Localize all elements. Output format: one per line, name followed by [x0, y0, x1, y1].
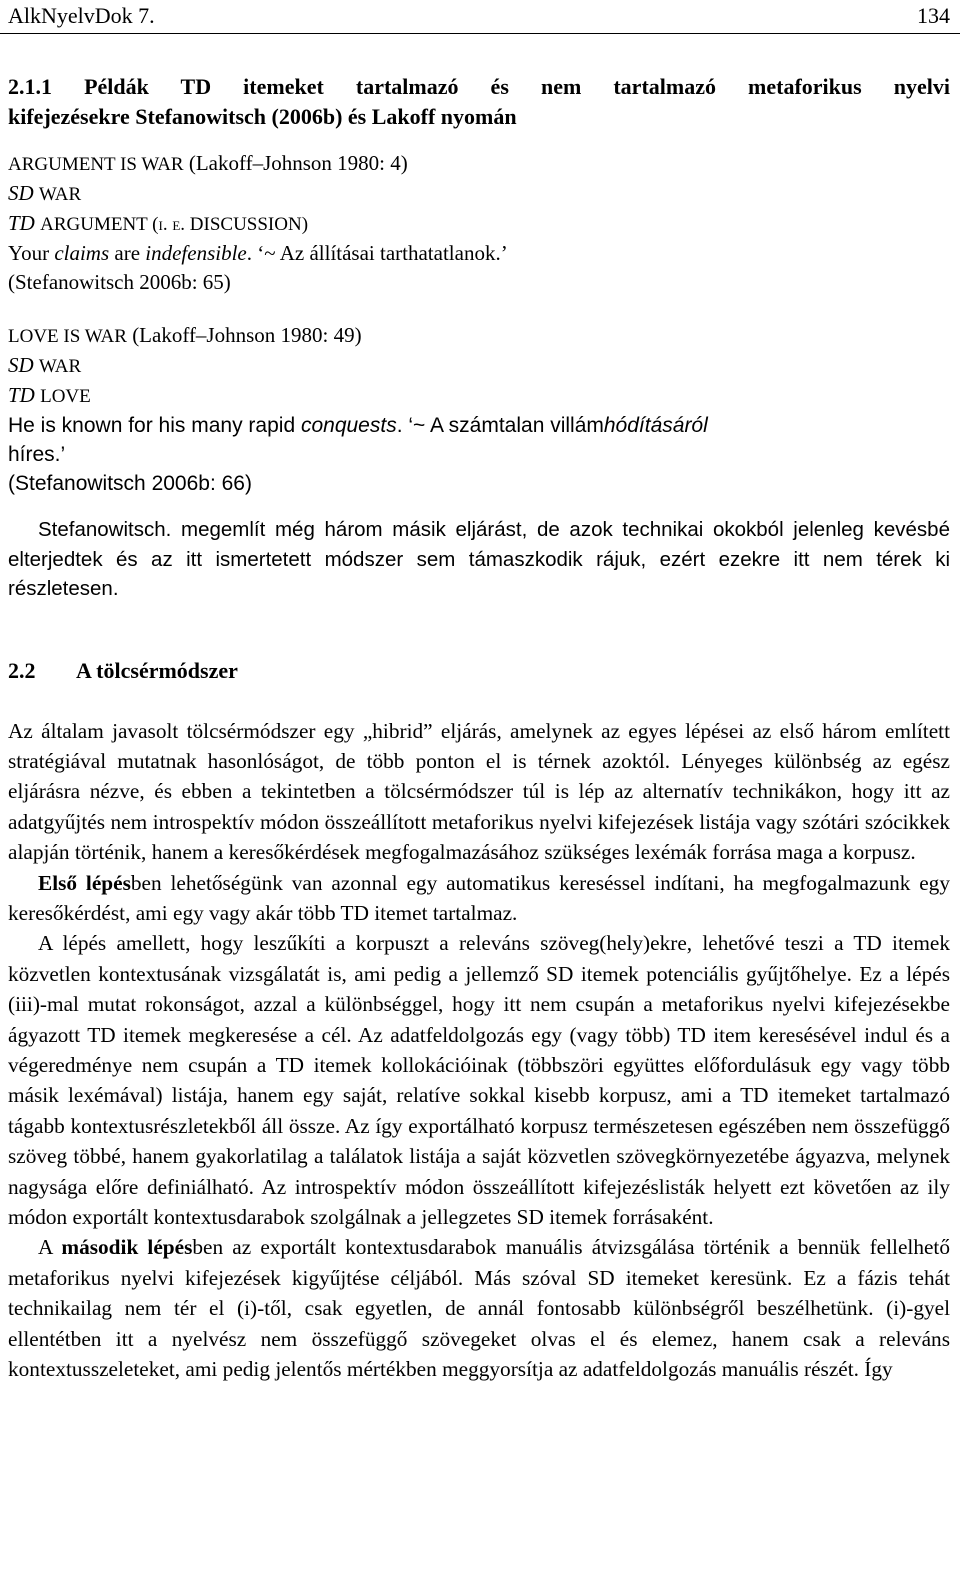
paragraph-3: A lépés amellett, hogy leszűkíti a korpuszt a releváns szöveg(hely)ekre, lehetővé teszi a TD itemek közvetlen kontextusának vizsgálatát is, ami pedig a jellemző SD itemek potenciális gyűjtőhelye. Ez a lépés (iii)-mal mutat rokonságot, azzal a különbséggel, hogy itt nem csupán a metaforikus nyelvi kifejezésekbe ágyazott TD itemek megkeresése a cél. Az adatfeldolgozás egy (vagy több) TD item keresésével indul és a végeredménye nem csupán a TD itemek kollokációinak (többszöri együttes előfordulásuk egy vagy több másik lexémával) listája, hanem egy saját, relatíve sokkal kisebb korpusz, ami a TD itemeket tartalmazó tágabb kontextusrészletekből áll össze. Az így exportálható korpusz természetesen egészében nem összefüggő szöveg többé, hanem gyakorlatilag a találatok listája a saját közvetlen szövegkörnyezetébe ágyazva, melynek nagysága előre definiálható. Az introspektív módon összeállított kifejezéslisták helyett ezt követően az ily módon exportált kontextusdarabok szolgálnak a jellegzetes SD itemek forrásaként.	[8, 931, 950, 1229]
sentence-text: He is known for his many rapid	[8, 414, 301, 437]
sentence-text: . ‘~ A számtalan villám	[396, 414, 604, 437]
sd-line	[8, 351, 950, 381]
td-value: LOVE	[40, 386, 91, 407]
sentence-text: . ‘~ Az állításai tarthatatlanok.’	[246, 241, 508, 265]
sd-label: SD	[8, 353, 34, 377]
paragraph-text: A	[38, 1235, 62, 1260]
bold-term: Első lépés	[38, 870, 131, 895]
paragraph-text: ben az exportált kontextusdarabok manuális átvizsgálása történik a bennük fellelhető metaforikus nyelvi kifejezések kigyűjtése céljából. Más szóval SD itemeket keresünk. Ez a fázis tehát technikailag nem tér el (i)-től, csak egyetlen, de annál fontosabb különbségről beszélhetünk. (i)-gyel ellentétben itt a nyelvész nem összefüggő szövegeket olvas el és elemez, hanem csak a releváns kontextusszeleteket, ami pedig jelentős mértékben meggyorsítja az adatfeldolgozás manuális részét. Így	[8, 1235, 950, 1382]
bold-term: második lépés	[61, 1235, 193, 1260]
example-sentence	[8, 239, 950, 268]
subsection-title-line2: kifejezésekre Stefanowitsch (2006b) és Lakoff nyomán	[8, 104, 517, 129]
td-value: ARGUMENT (i. e. DISCUSSION)	[40, 214, 309, 235]
sentence-emphasis: indefensible	[145, 241, 247, 265]
running-header	[8, 2, 950, 32]
conceptual-metaphor: ARGUMENT IS WAR	[8, 154, 184, 175]
td-label: TD	[8, 211, 35, 235]
td-label: TD	[8, 383, 35, 407]
section-heading-2-2	[8, 656, 950, 686]
metaphor-line	[8, 321, 950, 351]
example-source: (Stefanowitsch 2006b: 66)	[8, 472, 252, 495]
sd-line	[8, 179, 950, 209]
example-sentence	[8, 411, 950, 440]
sentence-emphasis: claims	[54, 241, 110, 265]
metaphor-line	[8, 149, 950, 179]
note-paragraph: Stefanowitsch. megemlít még három másik eljárást, de azok technikai okokból jelenleg kevésbé elterjedtek és az itt ismertetett módszer sem támaszkodik rájuk, ezért ezekre itt nem térek ki részletesen.	[8, 518, 950, 600]
example-love-is-war	[8, 321, 950, 498]
page-body	[8, 72, 950, 1384]
metaphor-source: (Lakoff–Johnson 1980: 4)	[188, 151, 408, 175]
journal-title: AlkNyelvDok 7.	[8, 3, 155, 28]
metaphor-source: (Lakoff–Johnson 1980: 49)	[132, 323, 362, 347]
header-rule	[0, 33, 960, 34]
example-argument-is-war	[8, 149, 950, 297]
sentence-emphasis: hódításáról	[603, 414, 708, 437]
section-title: A tölcsérmódszer	[76, 657, 238, 683]
sentence-text: Your	[8, 241, 55, 265]
paragraph-1: Az általam javasolt tölcsérmódszer egy „hibrid” eljárás, amelynek az egyes lépései az első három említett stratégiával mutatnak hasonlóságot, de több ponton el is térnek azoktól. Lényeges különbség az egész eljárásra nézve, és ebben a tekintetben a tölcsérmódszer túl is lép az alternatív technikákon, hogy itt az adatgyűjtés nem introspektív módon összeállított metaforikus nyelvi kifejezések listája vagy szótári szócikkek alapján történik, hanem a keresőkérdések megfogalmazásához szükséges lexémák forrása maga a korpusz.	[8, 718, 950, 865]
paragraph-text: ben lehetőségünk van azonnal egy automatikus kereséssel indítani, ha megfogalmazunk egy keresőkérdést, ami egy vagy akár több TD itemet tartalmaz.	[8, 870, 950, 925]
sd-label: SD	[8, 181, 34, 205]
td-line	[8, 209, 950, 239]
td-line	[8, 381, 950, 411]
sd-value: WAR	[38, 356, 82, 377]
conceptual-metaphor: LOVE IS WAR	[8, 326, 127, 347]
paragraph-4	[8, 1232, 950, 1384]
sd-value: WAR	[38, 184, 82, 205]
subsection-heading-2-1-1	[8, 72, 950, 132]
page-number: 134	[917, 3, 950, 28]
example-source: (Stefanowitsch 2006b: 65)	[8, 270, 231, 294]
section-number: 2.2	[8, 657, 36, 683]
sentence-text: are	[109, 241, 146, 265]
subsection-title-line1: 2.1.1 Példák TD itemeket tartalmazó és nem tartalmazó metaforikus nyelvi	[8, 74, 950, 99]
sentence-emphasis: conquests	[300, 414, 397, 437]
paragraph-2	[8, 868, 950, 929]
example-sentence-cont: híres.’	[8, 443, 66, 466]
